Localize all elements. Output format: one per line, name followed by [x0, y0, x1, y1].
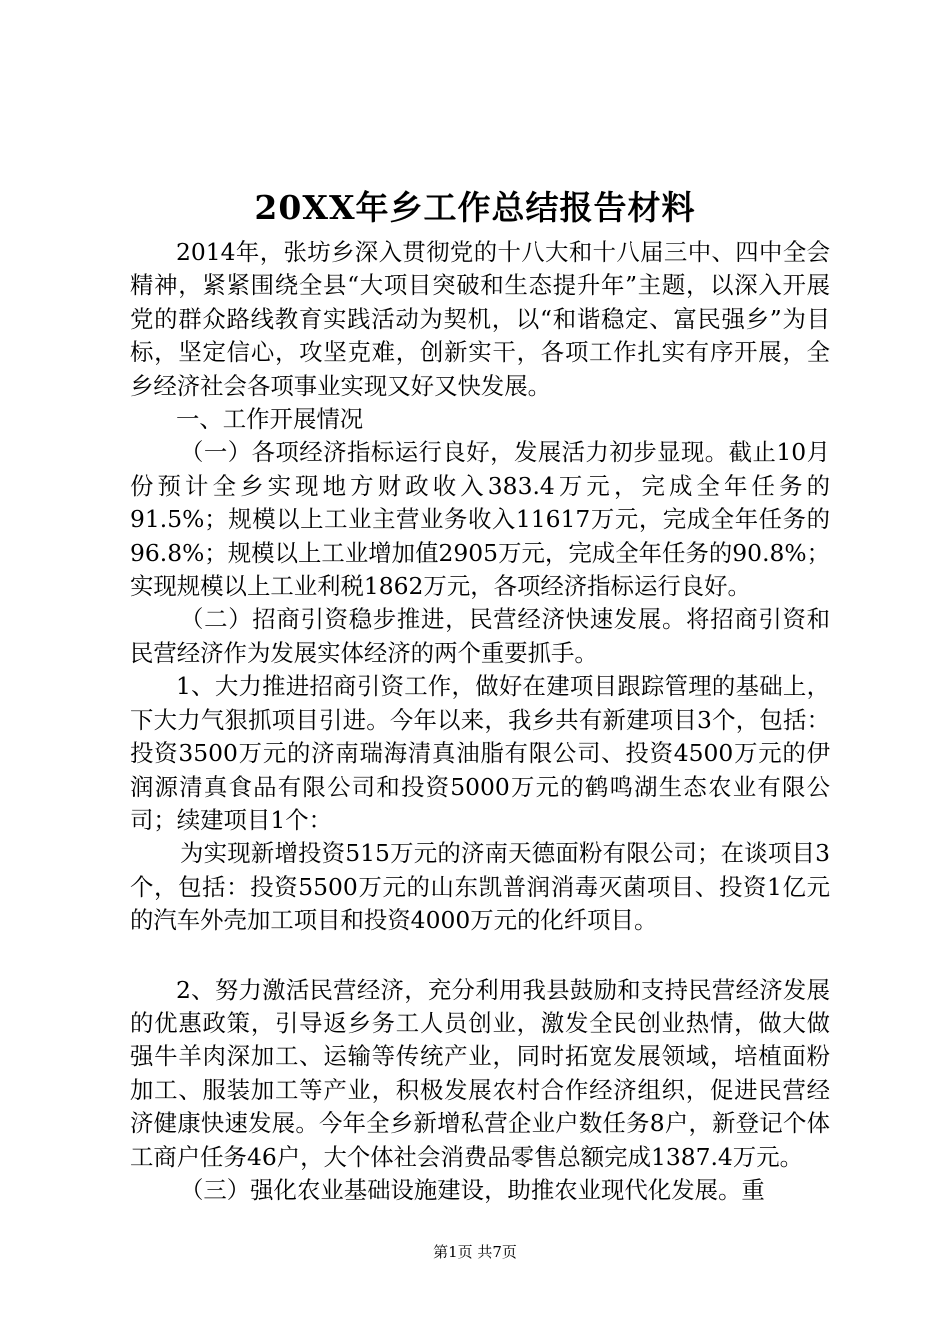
document-body	[130, 236, 830, 1207]
paragraph-investment: （二）招商引资稳步推进，民营经济快速发展。将招商引资和民营经济作为发展实体经济的两个重要抓手。	[130, 605, 830, 667]
paragraph-investment-projects: 1、大力推进招商引资工作，做好在建项目跟踪管理的基础上，下大力气狠抓项目引进。今年以来，我乡共有新建项目3个，包括：投资3500万元的济南瑞海清真油脂有限公司、投资4500万元的伊润源清真食品有限公司和投资5000万元的鹤鸣湖生态农业有限公司；续建项目1个：	[130, 672, 830, 834]
paragraph-gap	[130, 938, 830, 974]
section-heading-work: 一、工作开展情况	[176, 405, 364, 434]
document-title: 20XX年乡工作总结报告材料	[254, 188, 696, 227]
paragraph-intro: 2014年，张坊乡深入贯彻党的十八大和十八届三中、四中全会精神，紧紧围绕全县“大项目突破和生态提升年”主题，以深入开展党的群众路线教育实践活动为契机，以“和谐稳定、富民强乡”为目标，坚定信心，攻坚克难，创新实干，各项工作扎实有序开展，全乡经济社会各项事业实现又好又快发展。	[130, 238, 830, 400]
paragraph-private-economy: 2、努力激活民营经济，充分利用我县鼓励和支持民营经济发展的优惠政策，引导返乡务工人员创业，激发全民创业热情，做大做强牛羊肉深加工、运输等传统产业，同时拓宽发展领域，培植面粉加工、服装加工等产业，积极发展农村合作经济组织，促进民营经济健康快速发展。今年全乡新增私营企业户数任务8户，新登记个体工商户任务46户，大个体社会消费品零售总额完成1387.4万元。	[130, 975, 830, 1171]
page-number-footer: 第1页 共7页	[433, 1243, 517, 1261]
paragraph-economic-indicators: （一）各项经济指标运行良好，发展活力初步显现。截止10月份预计全乡实现地方财政收入383.4万元，完成全年任务的91.5%；规模以上工业主营业务收入11617万元，完成全年任务的96.8%；规模以上工业增加值2905万元，完成全年任务的90.8%；实现规模以上工业利税1862万元，各项经济指标运行良好。	[130, 438, 830, 601]
paragraph-projects-continued: 为实现新增投资515万元的济南天德面粉有限公司；在谈项目3个，包括：投资5500万元的山东凯普润消毒灭菌项目、投资1亿元的汽车外壳加工项目和投资4000万元的化纤项目。	[130, 839, 830, 935]
paragraph-agriculture: （三）强化农业基础设施建设，助推农业现代化发展。重	[180, 1175, 765, 1204]
